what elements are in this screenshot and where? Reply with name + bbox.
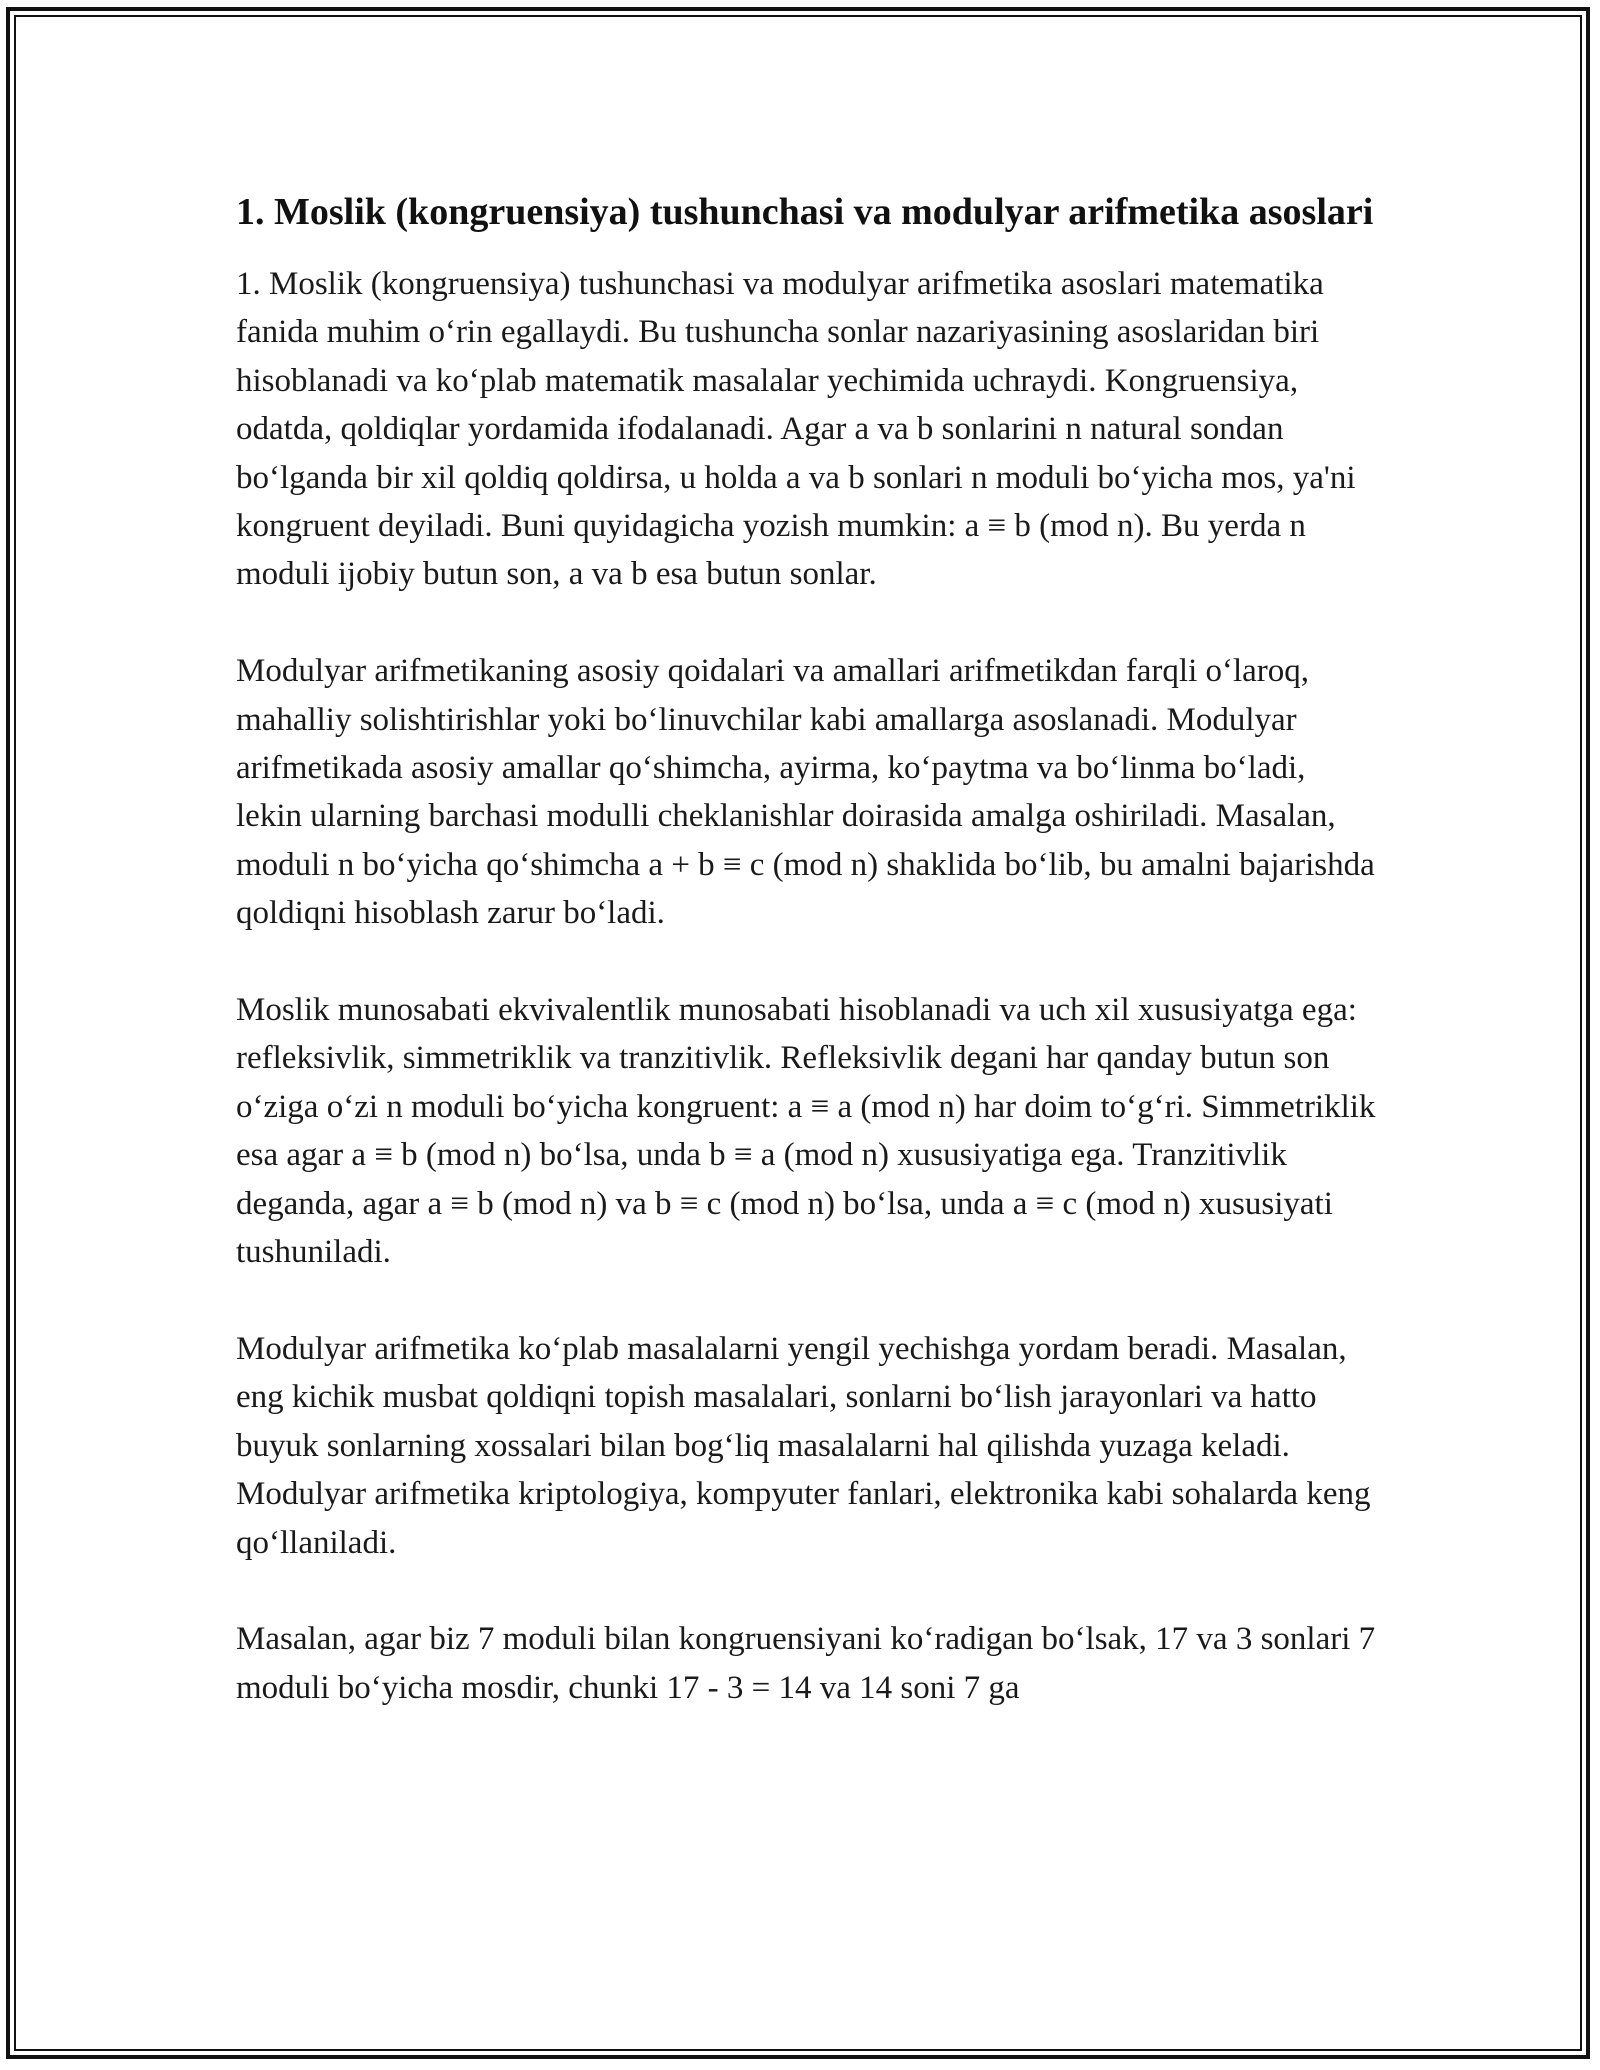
paragraph-equivalence-properties: Moslik munosabati ekvivalentlik munosabati hisoblanadi va uch xil xususiyatga ega: refleksivlik, simmetriklik va tranzitivlik. Refleksivlik degani har qanday butun son o‘ziga o‘zi n moduli bo‘yicha kongruent: a ≡ a (mod n) har doim to‘g‘ri. Simmetriklik esa agar a ≡ b (mod n) bo‘lsa, unda b ≡ a (mod n) xususiyatiga ega. Tranzitivlik deganda, agar a ≡ b (mod n) va b ≡ c (mod n) bo‘lsa, unda a ≡ c (mod n) xususiyati tushuniladi. (236, 992, 1376, 1271)
paragraph-modular-operations: Modulyar arifmetikaning asosiy qoidalari va amallari arifmetikdan farqli o‘laroq, mahalliy solishtirishlar yoki bo‘linuvchilar kabi amallarga asoslanadi. Modulyar arifmetikada asosiy amallar qo‘shimcha, ayirma, ko‘paytma va bo‘linma bo‘ladi, lekin ularning barchasi modulli cheklanishlar doirasida amalga oshiriladi. Masalan, moduli n bo‘yicha qo‘shimcha a + b ≡ c (mod n) shaklida bo‘lib, bu amalni bajarishda qoldiqni hisoblash zarur bo‘ladi. (236, 653, 1375, 932)
paragraph-example-mod-7: Masalan, agar biz 7 moduli bilan kongruensiyani ko‘radigan bo‘lsak, 17 va 3 sonlari 7 moduli bo‘yicha mosdir, chunki 17 - 3 = 14 va 14 soni 7 ga (236, 1621, 1376, 1706)
paragraph-congruence-definition: 1. Moslik (kongruensiya) tushunchasi va modulyar arifmetika asoslari matematika fanida muhim o‘rin egallaydi. Bu tushuncha sonlar nazariyasining asoslaridan biri hisoblanadi va ko‘plab matematik masalalar yechimida uchraydi. Kongruensiya, odatda, qoldiqlar yordamida ifodalanadi. Agar a va b sonlarini n natural sondan bo‘lganda bir xil qoldiq qoldirsa, u holda a va b sonlari n moduli bo‘yicha mos, ya'ni kongruent deyiladi. Buni quyidagicha yozish mumkin: a ≡ b (mod n). Bu yerda n moduli ijobiy butun son, a va b esa butun sonlar. (236, 266, 1356, 593)
paragraph-applications: Modulyar arifmetika ko‘plab masalalarni yengil yechishga yordam beradi. Masalan, eng kichik musbat qoldiqni topish masalalari, sonlarni bo‘lish jarayonlari va hatto buyuk sonlarning xossalari bilan bog‘liq masalalarni hal qilishda yuzaga keladi. Modulyar arifmetika kriptologiya, kompyuter fanlari, elektronika kabi sohalarda keng qo‘llaniladi. (236, 1330, 1371, 1561)
document-body (236, 185, 1376, 1761)
document-title: 1. Moslik (kongruensiya) tushunchasi va modulyar arifmetika asoslari (236, 191, 1374, 233)
